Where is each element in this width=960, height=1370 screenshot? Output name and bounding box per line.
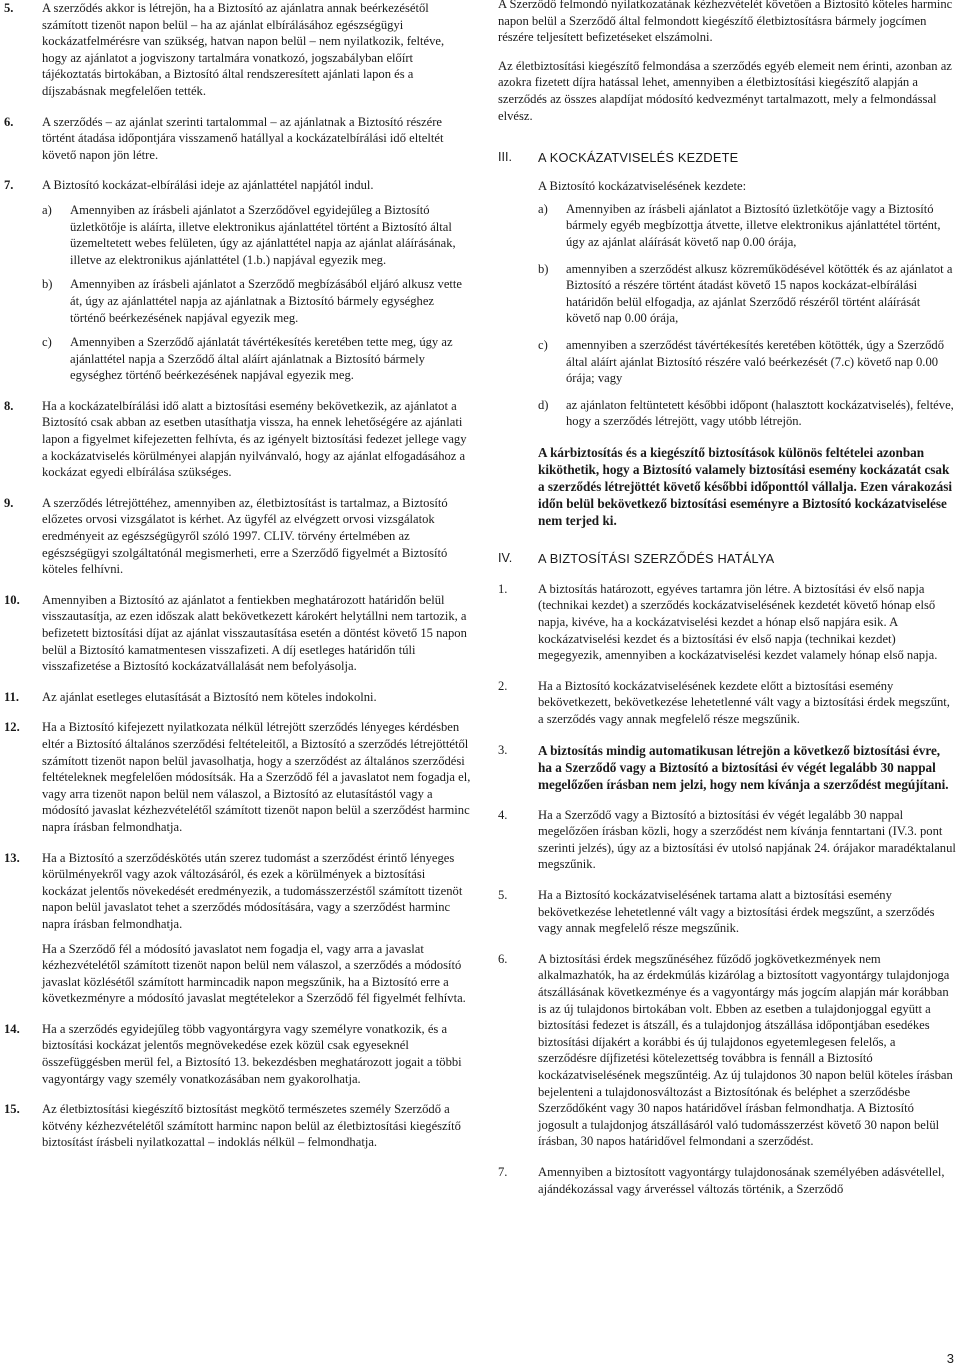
effect-item-number: 2. xyxy=(498,678,508,693)
clause-number: 14. xyxy=(4,1021,20,1036)
start-condition xyxy=(538,201,956,251)
start-condition xyxy=(538,337,956,387)
clause-number: 5. xyxy=(4,1,14,15)
section-title: A BIZTOSÍTÁSI SZERZŐDÉS HATÁLYA xyxy=(538,550,775,566)
effect-item-text: Amennyiben a biztosított vagyontárgy tulajdonosának személyében adásvétellel, ajándékozással vagy árveréssel változás történik, a Szerződő xyxy=(538,1164,945,1196)
clause-item xyxy=(0,0,472,100)
sub-clause xyxy=(42,276,472,326)
start-condition-text: amennyiben a szerződést alkusz közreműködésével kötötték és az ajánlatot a Biztosító a részére történt átadást követő 15 napos kockázat-elbírálási határidőn belül elfogadja, az ajánlat Szerződő részéről történt aláírását követő nap 0.00 órája, xyxy=(566,261,953,326)
effect-item-number: 7. xyxy=(498,1164,508,1179)
start-condition-label: a) xyxy=(538,201,548,216)
clause-text: A szerződés akkor is létrejön, ha a Biztosító az ajánlatra annak beérkezésétől számított tizenöt napon belül – ha az ajánlat elbírálásához egészségügyi kockázatfelmérésre van szükség, hatvan napon belül – nem nyilatkozik, feltéve, hogy az ajánlatot a jogviszony tartalmára vonatkozó, jogszabályban előírt tájékoztatás birtokában, a Biztosító által rendszeresített ajánlati lapon és a díjszabásnak megfelelően tették. xyxy=(42,1,445,98)
clause-number: 8. xyxy=(4,398,14,413)
sub-clause-label: c) xyxy=(42,335,52,350)
clause-item xyxy=(0,1021,472,1087)
section-roman: IV. xyxy=(498,550,513,565)
clause-item xyxy=(0,398,472,481)
clause-text: Ha a Biztosító a szerződéskötés után szerez tudomást a szerződést érintő lényeges körülményekről vagy azok változásáról, és ezek a körülmények a biztosítási kockázat jelentős növekedését eredményezik, a tudomásszerzéstől számított tizenöt napon belül javaslatot tehet a szerződés módosítására, vagy a szerződést harminc napra írásban felmondhatja. xyxy=(42,850,463,931)
start-condition-text: Amennyiben az írásbeli ajánlatot a Biztosító üzletkötője vagy a Biztosító bármely egyéb megbízottja átvette, illetve elektronikus ajánlattétel történt, úgy az ajánlat aláírását követő nap 0.00 órája, xyxy=(566,201,941,249)
clause-number: 13. xyxy=(4,850,20,865)
start-condition-label: d) xyxy=(538,397,549,412)
effect-item-number: 1. xyxy=(498,581,508,596)
intro-paragraph: Az életbiztosítási kiegészítő felmondása a szerződés egyéb elemeit nem érinti, azonban az azokra fizetett díjra hatással lehet, amennyiben a életbiztosítási kiegészítő alapján a szerződés az összes alapdíjat módosító kedvezményt tartalmazott, mely a felmondással elvész. xyxy=(498,58,952,123)
waiting-period-paragraph: A kárbiztosítás és a kiegészítő biztosítások különös feltételei azonban kiköthetik, hogy a Biztosító valamely biztosítási esemény kockázatát csak a szerződés létrejöttét követő későbbi időponttól vállalja. Ezen várakozási időn belül bekövetkező biztosítási eseményre a Biztosító kockázatviselése nem terjed ki. xyxy=(538,444,953,528)
right-column xyxy=(498,0,956,1211)
effect-item xyxy=(498,807,956,873)
left-column xyxy=(0,0,472,1165)
clause-item xyxy=(0,177,472,384)
clause-text: A Biztosító kockázat-elbírálási ideje az ajánlattétel napjától indul. xyxy=(42,178,374,193)
clause-text: Amennyiben a Biztosító az ajánlatot a fentiekben meghatározott határidőn belül visszautasítja, az ezen időszak alatt bekövetkezett károkért helytállni nem tartozik, a befizetett biztosítási díjat az ajánlat visszautasítása esetén a döntést követő 15 napon belül a Biztosító kamatmentesen visszafizeti. A díj esetleges határidőn túli visszafizetése a Biztosító kockázatvállalását nem befolyásolja. xyxy=(42,592,467,674)
clause-number: 15. xyxy=(4,1102,20,1117)
sub-clause-label: b) xyxy=(42,277,53,292)
clause-item xyxy=(0,719,472,835)
sub-clause xyxy=(42,334,472,384)
clause-text: Az ajánlat esetleges elutasítását a Biztosító nem köteles indokolni. xyxy=(42,689,377,704)
sub-clause-text: Amennyiben az írásbeli ajánlatot a Szerződő megbízásából eljáró alkusz vette át, úgy az ajánlattétel napja az ajánlatnak a Biztosító bármely egységhez történő beérkezésének napjával egyezik meg. xyxy=(70,277,462,325)
clause-item xyxy=(0,1101,472,1151)
clause-text: A szerződés létrejöttéhez, amennyiben az, életbiztosítást is tartalmaz, a Biztosító előzetes orvosi vizsgálatot is kérhet. Az ügyfél az elvégzett orvosi vizsgálatok eredményeit az egészségügyről szóló 1997. CLIV. törvény értelmében az egészségügyi szolgáltatónál megismerheti, erre a Szerződő figyelmét a Biztosító köteles felhívni. xyxy=(42,495,448,577)
effect-item-text: A biztosítás határozott, egyéves tartamra jön létre. A biztosítási év első napja (technikai kezdet) a szerződés kockázatviselésének kezdetét követő hónap első napja, kivéve, ha a kockázatviselési kezdet a hónap első napjára esik. A kockázatviselési kezdet és a biztosítási év első napja (technikai kezdet) megegyezik, amennyiben a kockázatviselési kezdet valamely hónap első napja. xyxy=(538,581,938,663)
clause-text: Az életbiztosítási kiegészítő biztosítást megkötő természetes személy Szerződő a kötvény kézhezvételétől számított harminc napon belül az életbiztosítási kiegészítő biztosítást írásbeli nyilatkozattal – indoklás nélkül – felmondhatja. xyxy=(42,1102,461,1150)
clause-number: 11. xyxy=(4,689,20,704)
intro-paragraph: A Szerződő felmondó nyilatkozatának kézhezvételét követően a Biztosító köteles harminc napon belül a Szerződő által felmondott kiegészítő életbiztosításra bármely jogcímen részére teljesített befizetéseket elszámolni. xyxy=(498,0,953,45)
effect-item-text: A biztosítás mindig automatikusan létrejön a következő biztosítási évre, ha a Szerződő vagy a Biztosító a biztosítási év végét legalább 30 nappal megelőzően írásban nem jelzi, hogy nem kívánja a szerződést megújítani. xyxy=(538,742,949,792)
sub-clause-text: Amennyiben a Szerződő ajánlatát távértékesítés keretében tette meg, úgy az ajánlattétel napja a Szerződő által aláírt ajánlatnak a Biztosító bármely egységhez történő beérkezésének napjával egyezik meg. xyxy=(70,335,453,383)
clause-number: 12. xyxy=(4,720,20,735)
effect-item-text: A biztosítási érdek megszűnéséhez fűződő jogkövetkezmények nem alkalmazhatók, ha az érdekmúlás kizárólag a biztosított vagyontárgy tulajdonjoga átszállásának következménye és a vagyontárgy más jogcím alapján már korábban is az új tulajdonos birtokában volt. Ebben az esetben a tulajdonjoggal együtt a biztosítási fedezet is átszáll, és a tulajdonjog átszállása időpontjában esedékes biztosítási díjakért a korábbi és új tulajdonos egyetemlegesen felelős, a szerződésre díjfizetési kötelezettség továbbra is fennáll a Biztosító kockázatviselésének megszűntéig. Az új tulajdonos 30 napon belül köteles írásban bejelenteni a tulajdonosváltozást a Biztosítónak és beléphet a szerződésbe Szerződőként vagy 30 napos határidővel írásban felmondhatja. A Biztosító jogosult a tulajdonjog átszállásáról való tudomásszerzést követő 30 napon belül írásban, 30 napos határidővel felmondani a szerződést. xyxy=(538,951,953,1149)
clause-number: 6. xyxy=(4,114,14,129)
effect-item xyxy=(498,678,956,728)
clause-text: Ha a kockázatelbírálási idő alatt a biztosítási esemény bekövetkezik, az ajánlatot a Biztosító csak abban az esetben utasíthatja vissza, ha ennek lehetőségére az ajánlati lapon a figyelmet kifejezetten felhívta, és az igényelt biztosítási fedezet jellege vagy a kockázatviselés körülményei alapján nyilvánvaló, hogy az ajánlat elfogadásához a kockázat egyedi elbírálása szükséges. xyxy=(42,398,467,480)
section-heading-iv xyxy=(498,551,956,569)
start-condition-label: c) xyxy=(538,337,548,352)
effect-item xyxy=(498,742,956,793)
effect-item-text: Ha a Biztosító kockázatviselésének kezdete előtt a biztosítási esemény bekövetkezett, bekövetkezése lehetetlenné vált vagy a biztosítási érdek megszűnt, a szerződés vagy annak megfelelő része megszűnik. xyxy=(538,678,950,727)
effect-item xyxy=(498,951,956,1150)
effect-item-number: 5. xyxy=(498,888,508,902)
start-condition xyxy=(538,261,956,327)
effect-item xyxy=(498,581,956,664)
section-lead: A Biztosító kockázatviselésének kezdete: xyxy=(538,179,747,194)
clause-text: Ha a Biztosító kifejezett nyilatkozata nélkül létrejött szerződés lényeges kérdésben eltér a Biztosító általános szerződési feltételeitől, a Biztosító a szerződés létrejöttétől számított tizenöt napon belül javasolhatja, hogy a szerződést az általános szerződési feltételeknek megfelelően módosítsák. Ha a Szerződő fél a javaslatot nem fogadja el, vagy arra tizenöt napon belül nem válaszol, a Biztosító az elutasítástól vagy a módosító javaslat kézhezvételétől számított tizenöt napon belül a szerződést harminc napra írásban felmondhatja. xyxy=(42,720,471,834)
start-condition-text: az ajánlaton feltüntetett későbbi időpont (halasztott kockázatviselés), feltéve, hogy a szerződés létrejött, vagy utóbb létrejön. xyxy=(566,397,954,429)
start-condition-text: amennyiben a szerződést távértékesítés keretében kötötték, úgy a Szerződő által aláírt ajánlat Biztosító részére való beérkezését (7.c) követő nap 0.00 órája; vagy xyxy=(566,337,945,386)
clause-number: 10. xyxy=(4,592,20,607)
page-number: 3 xyxy=(946,1351,954,1366)
start-condition xyxy=(538,397,956,430)
effect-item-number: 3. xyxy=(498,742,508,757)
clause-item xyxy=(0,850,472,1007)
sub-clause-text: Amennyiben az írásbeli ajánlatot a Szerződővel egyidejűleg a Biztosító üzletkötője is aláírta, illetve elektronikus ajánlattétel történt a Biztosító által üzemeltetett webes felületen, úgy az ajánlattétel napja az ajánlat aláírásának, illetve az elektronikus ajánlattétel (1.b.) napjával egyezik meg. xyxy=(70,202,456,267)
section-heading-iii xyxy=(498,150,956,168)
clause-number: 7. xyxy=(4,178,14,193)
effect-item-text: Ha a Biztosító kockázatviselésének tartama alatt a biztosítási esemény bekövetkezése lehetetlenné vált vagy a biztosítási érdek megszűnt, a szerződés vagy annak megfelelő része megszűnik. xyxy=(538,888,935,936)
clause-text: A szerződés – az ajánlat szerinti tartalommal – az ajánlatnak a Biztosító részére történt átadása időpontjára visszamenő hatállyal a kockázatelbírálási idő elteltét követő napon jön létre. xyxy=(42,114,444,162)
effect-item-number: 4. xyxy=(498,807,508,822)
effect-item xyxy=(498,887,956,937)
effect-item-text: Ha a Szerződő vagy a Biztosító a biztosítási év végét legalább 30 nappal megelőzően írásban közli, hogy a szerződést nem kívánja fenntartani (IV.3. pont szerinti jelzés), úgy az a biztosítási év utolsó napjának 24. órájakor maradéktalanul megszűnik. xyxy=(538,807,956,872)
effect-item xyxy=(498,1164,956,1197)
clause-item xyxy=(0,114,472,164)
effect-item-number: 6. xyxy=(498,951,508,966)
clause-item xyxy=(0,592,472,675)
clause-item xyxy=(0,689,472,706)
clause-extra-text: Ha a Szerződő fél a módosító javaslatot nem fogadja el, vagy arra a javaslat kézhezvételétől számított tizenöt napon belül nem válaszol, a szerződés a módosító javaslat közlésétől számított harmincadik napon megszűnik, ha a Biztosító erre a következményre a módosító javaslat megtételekor a Szerződő fél figyelmét felhívta. xyxy=(42,941,466,1006)
section-title: A KOCKÁZATVISELÉS KEZDETE xyxy=(538,150,739,166)
clause-text: Ha a szerződés egyidejűleg több vagyontárgyra vagy személyre vonatkozik, és a biztosítási kockázat jelentős megnövekedése ezek közül csak egyeseknél összefüggésben merül fel, a Biztosító 13. bekezdésben meghatározott jogait a többi vagyontárgy vagy személy vonatkozásában nem gyakorolhatja. xyxy=(42,1021,462,1086)
clause-number: 9. xyxy=(4,495,14,510)
clause-item xyxy=(0,495,472,578)
start-condition-label: b) xyxy=(538,261,549,276)
section-roman: III. xyxy=(498,150,512,165)
sub-clause-label: a) xyxy=(42,202,52,217)
sub-clause xyxy=(42,202,472,268)
